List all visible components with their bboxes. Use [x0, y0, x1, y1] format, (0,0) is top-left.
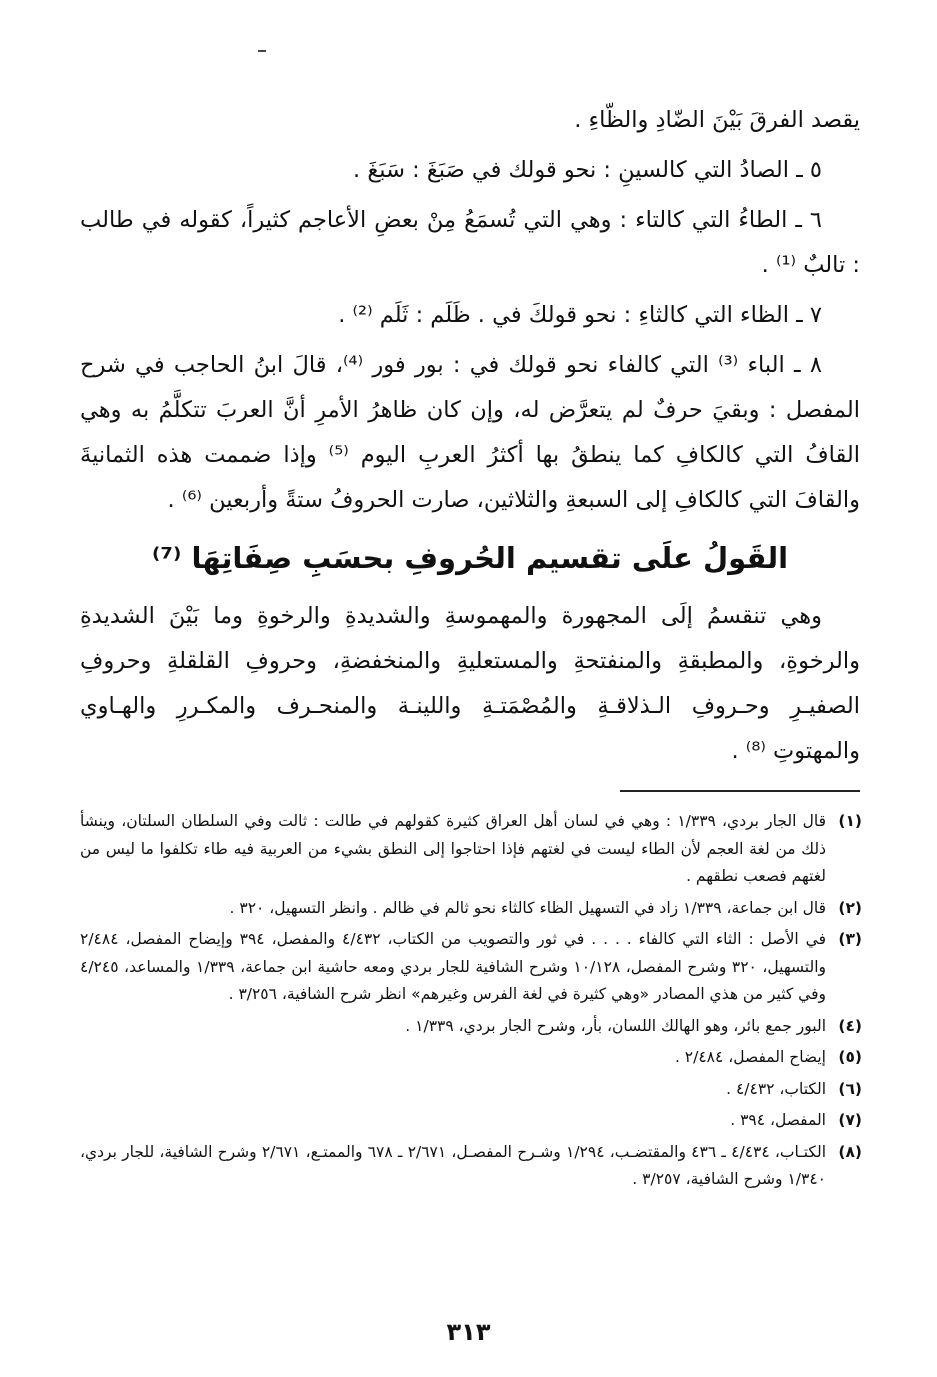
footnote-number: (٧) [838, 1111, 862, 1129]
footnote-text: الكتاب، ٤/٤٣٢ . [726, 1079, 826, 1098]
footnote-3 [80, 926, 862, 1009]
paragraph-5: ٨ ـ الباء ⁽³⁾ التي كالفاء نحو قولك في : بور فور ⁽⁴⁾، قالَ ابنُ الحاجب في شرح المفصل : وبقيَ حرفٌ لم يتعرَّض له، وإن كان ظاهرُ الأمرِ أنَّ العربَ تتكلَّمُ به وهي القافُ التي كالكافِ كما ينطقُ بها أكثرُ العربِ اليوم ⁽⁵⁾ وإذا ضممت هذه الثمانيةَ والقافَ التي كالكافِ إلى السبعةِ والثلاثين، صارت الحروفُ ستةً وأربعين ⁽⁶⁾ . [80, 352, 860, 513]
footnote-number: (٤) [838, 1016, 862, 1035]
paragraph-3: ٦ ـ الطاءُ التي كالتاء : وهي التي تُسمَعُ مِنْ بعضِ الأعاجم كثيراً، كقوله في طالب : تالبٌ ⁽¹⁾ . [80, 207, 860, 278]
footnote-4 [80, 1013, 862, 1041]
footnotes [80, 808, 862, 1198]
footnote-divider [620, 790, 860, 792]
footnote-number: (٢) [838, 898, 862, 917]
footnote-6 [80, 1076, 862, 1104]
footnote-text: البور جمع بائر، وهو الهالك اللسان، بأر، وشرح الجار بردي، ١/٣٣٩ . [405, 1016, 826, 1035]
scan-mark [258, 50, 266, 52]
paragraph-4: ٧ ـ الظاء التي كالثاءِ : نحو قولكَ في . ظَلَم : ثَلَم ⁽²⁾ . [338, 302, 822, 328]
footnote-text: المفصل، ٣٩٤ . [730, 1111, 826, 1129]
footnote-text: في الأصل : الثاء التي كالفاء . . . . في ثور والتصويب من الكتاب، ٤/٤٣٢ والمفصل، ٣٩٤ وإيضاح المفصل، ٢/٤٨٤ والتسهيل، ٣٢٠ وشرح المفصل، ١٠/١٢٨ وشرح الشافية للجار بردي ومعه حاشية ابن جماعة، ١/٣٣٩ والمساعد، ٤/٢٤٥ وفي كثير من هذي المصادر «وهي كثيرة في لغة الفرس وغيرهم» انظر شرح الشافية، ٣/٢٥٦ . [80, 930, 827, 1003]
footnote-number: (١) [838, 812, 862, 830]
footnote-text: إيضاح المفصل، ٢/٤٨٤ . [674, 1048, 826, 1066]
footnote-number: (٥) [838, 1048, 862, 1066]
footnote-8 [80, 1139, 862, 1194]
main-text [80, 98, 860, 779]
page-number: ٣١٣ [446, 1318, 491, 1346]
footnote-7 [80, 1107, 862, 1135]
paragraph-1: يقصد الفرقَ بَيْنَ الضّادِ والظّاءِ . [574, 107, 860, 133]
footnote-text: قال ابن جماعة، ١/٣٣٩ زاد في التسهيل الظاء كالثاء نحو ثالم في ظالم . وانظر التسهيل، ٣٢٠ . [229, 898, 826, 917]
paragraph-2: ٥ ـ الصادُ التي كالسينِ : نحو قولك في صَبَغَ : سَبَغَ . [353, 157, 822, 183]
footnote-text: قال الجار بردي، ١/٣٣٩ : وهي في لسان أهل العراق كثيرة كقولهم في طالت : ثالت وفي السلطان السلتان، وينشأ ذلك من لغة العجم لأن الطاء ليست في لغتهم فإذا احتاجوا إلى النطق بشيء من العربية فيه طاء تكلفوا ما ليس من لغتهم فصعب نطقهم . [80, 812, 826, 885]
footnote-text: الكتـاب، ٤/٤٣٤ ـ ٤٣٦ والمقتضـب، ١/٢٩٤ وشـرح المفصـل، ٢/٦٧١ ـ ٦٧٨ والممتـع، ٢/٦٧١ وشرح الشافية، للجار بردي، ١/٣٤٠ وشرح الشافية، ٣/٢٥٧ . [80, 1142, 827, 1188]
footnote-number: (٣) [838, 930, 862, 948]
footnote-5 [80, 1044, 862, 1072]
footnote-2 [80, 895, 862, 923]
paragraph-6: وهي تنقسمُ إلَى المجهورة والمهموسةِ والشديدةِ والرخوةِ وما بَيْنَ الشديدةِ والرخوةِ، والمطبقةِ والمنفتحةِ والمستعليةِ والمنخفضةِ، وحروفِ القلقلةِ وحروفِ الصفيـرِ وحـروفِ الـذلاقـةِ والمُصْمَتـةِ واللينـة والمنحـرف والمكـررِ والهـاوي والمهتوتِ ⁽⁸⁾ . [80, 603, 860, 764]
footnote-number: (٨) [838, 1142, 862, 1161]
section-heading: القَولُ علَى تقسيم الحُروفِ بحسَبِ صِفَاتِهَا ⁽⁷⁾ [151, 541, 789, 575]
footnote-number: (٦) [838, 1079, 862, 1098]
footnote-1 [80, 808, 862, 891]
